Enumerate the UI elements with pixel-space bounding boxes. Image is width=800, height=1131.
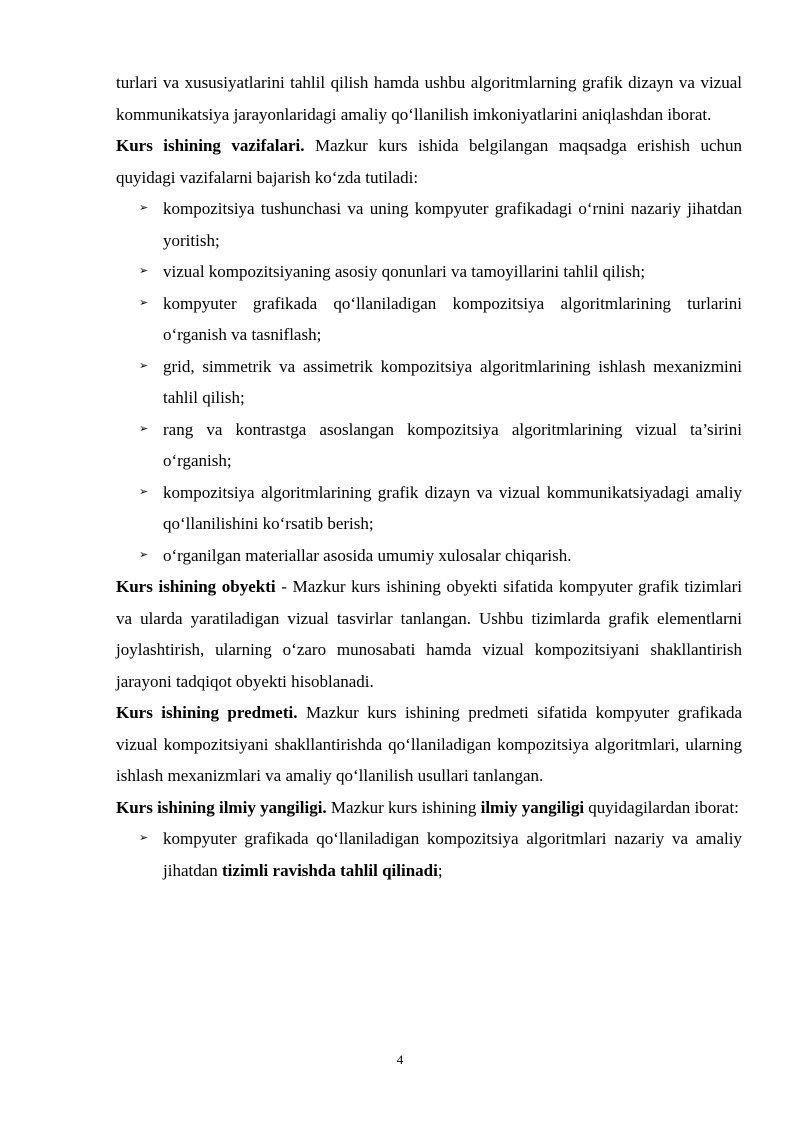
list-item-text: vizual kompozitsiyaning asosiy qonunlari va tamoyillarini tahlil qilish;: [163, 262, 646, 281]
tasks-intro: Mazkur kurs ishida belgilangan maqsadga erishish uchun quyidagi vazifalarni bajarish ko‘zda tutiladi:: [116, 136, 742, 187]
document-page: [116, 67, 742, 886]
novelty-paragraph: [116, 792, 742, 824]
list-item-text: kompozitsiya algoritmlarining grafik dizayn va vizual kommunikatsiyadagi amaliy qo‘llanilishini ko‘rsatib berish;: [163, 482, 742, 533]
subject-paragraph: [116, 697, 742, 792]
arrow-bullet-icon: ➢: [139, 202, 149, 214]
list-item: [139, 823, 742, 886]
object-text: - Mazkur kurs ishining obyekti sifatida kompyuter grafik tizimlari va ularda yaratiladigan vizual tasvirlar tanlangan. Ushbu tizimlarda grafik elementlarni joylashtirish, ularning o‘zaro munosabati hamda vizual kompozitsiyani shakllantirish jarayoni tadqiqot obyekti hisoblanadi.: [116, 577, 742, 691]
object-heading: Kurs ishining obyekti: [116, 577, 276, 596]
list-item-text: kompyuter grafikada qo‘llaniladigan kompozitsiya algoritmlarining turlarini o‘rganish va tasniflash;: [163, 293, 742, 344]
list-item-bold: tizimli ravishda tahlil qilinadi: [222, 860, 438, 880]
arrow-bullet-icon: ➢: [139, 485, 149, 498]
list-item: [139, 540, 742, 572]
list-item: [139, 256, 742, 288]
subject-heading: Kurs ishining predmeti.: [116, 703, 298, 722]
arrow-bullet-icon: ➢: [139, 296, 149, 309]
arrow-bullet-icon: ➢: [139, 422, 149, 435]
tasks-paragraph: [116, 130, 742, 193]
page-number: 4: [396, 1052, 404, 1067]
novelty-bold: ilmiy yangiligi: [480, 797, 585, 817]
list-item: [139, 193, 742, 256]
list-item-text: grid, simmetrik va assimetrik kompozitsiya algoritmlarining ishlash mexanizmini tahlil qilish;: [163, 356, 742, 407]
arrow-bullet-icon: ➢: [139, 265, 149, 277]
list-item: [139, 351, 742, 414]
arrow-bullet-icon: ➢: [139, 832, 149, 844]
list-item: [139, 288, 742, 351]
arrow-bullet-icon: ➢: [139, 548, 149, 561]
novelty-text-1: Mazkur kurs ishining: [326, 797, 481, 817]
intro-paragraph: turlari va xususiyatlarini tahlil qilish hamda ushbu algoritmlarning grafik dizayn va vizual kommunikatsiya jarayonlaridagi amaliy qo‘llanilish imkoniyatlarini aniqlashdan iborat.: [116, 73, 742, 124]
list-item: [139, 477, 742, 540]
object-paragraph: [116, 571, 742, 697]
list-item-text: kompyuter grafikada qo‘llaniladigan kompozitsiya algoritmlari nazariy va amaliy jihatdan: [163, 829, 742, 880]
novelty-text-2: quyidagilardan iborat:: [584, 797, 739, 817]
novelty-heading: Kurs ishining ilmiy yangiligi.: [116, 797, 327, 817]
subject-text: Mazkur kurs ishining predmeti sifatida kompyuter grafikada vizual kompozitsiyani shakllantirishda qo‘llaniladigan kompozitsiya algoritmlari, ularning ishlash mexanizmlari va amaliy qo‘llanilish usullari tanlangan.: [116, 703, 742, 785]
list-item-text: rang va kontrastga asoslangan kompozitsiya algoritmlarining vizual ta’sirini o‘rganish;: [163, 419, 742, 470]
list-item: [139, 414, 742, 477]
novelty-list: [116, 823, 742, 886]
list-item-text: kompozitsiya tushunchasi va uning kompyuter grafikadagi o‘rnini nazariy jihatdan yoritish;: [163, 199, 742, 250]
tasks-list: [116, 193, 742, 571]
list-item-text: o‘rganilgan materiallar asosida umumiy xulosalar chiqarish.: [163, 545, 572, 565]
arrow-bullet-icon: ➢: [139, 359, 149, 372]
tasks-heading: Kurs ishining vazifalari.: [116, 136, 305, 155]
list-item-end: ;: [437, 860, 443, 880]
